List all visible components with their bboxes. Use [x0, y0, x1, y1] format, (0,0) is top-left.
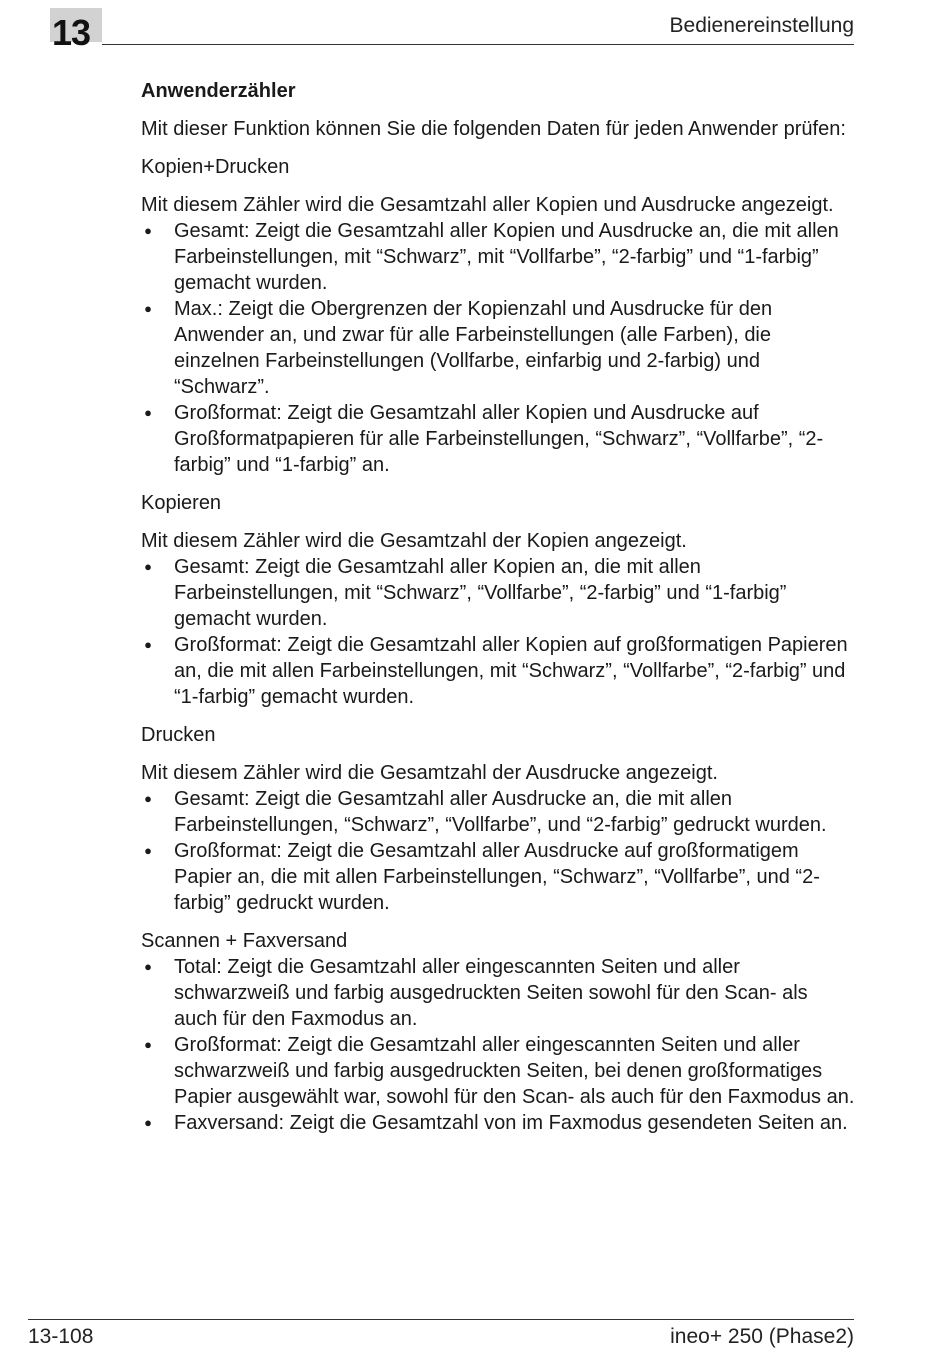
list-item-text: Großformat: Zeigt die Gesamtzahl aller Ausdrucke auf großformatigem Papier an, die mit allen Farbeinstellungen, “Schwarz”, “Vollfarbe”, und “2-farbig” gedruckt wurden. [174, 840, 820, 914]
bullet-icon: ● [144, 843, 152, 858]
bullet-icon: ● [144, 1115, 152, 1130]
list-item [141, 1110, 856, 1136]
list-item [141, 838, 856, 916]
list-item-text: Großformat: Zeigt die Gesamtzahl aller Kopien und Ausdrucke auf Großformatpapieren für alle Farbeinstellungen, “Schwarz”, “Vollfarbe”, “2-farbig” und “1-farbig” an. [174, 402, 824, 476]
list-item [141, 632, 856, 710]
section-intro: Mit dieser Funktion können Sie die folgenden Daten für jeden Anwender prüfen: [141, 118, 846, 140]
list-item [141, 400, 856, 478]
page-body [141, 78, 856, 1148]
running-header-title: Bedienereinstellung [669, 14, 854, 37]
bullet-icon: ● [144, 637, 152, 652]
subsection-heading-copy-print: Kopien+Drucken [141, 156, 290, 178]
chapter-number: 13 [52, 12, 91, 53]
bullet-list-print [141, 786, 856, 916]
bullet-icon: ● [144, 223, 152, 238]
bullet-icon: ● [144, 559, 152, 574]
list-item [141, 296, 856, 400]
bullet-icon: ● [144, 405, 152, 420]
bullet-icon: ● [144, 301, 152, 316]
product-name: ineo+ 250 (Phase2) [670, 1325, 854, 1348]
subsection-heading-copy: Kopieren [141, 492, 222, 514]
bullet-icon: ● [144, 959, 152, 974]
list-item-text: Großformat: Zeigt die Gesamtzahl aller eingescannten Seiten und aller schwarzweiß und farbig ausgedruckten Seiten, bei denen großformatiges Papier ausgewählt war, sowohl für den Scan- als auch für den Faxmodus an. [174, 1034, 855, 1108]
list-item-text: Gesamt: Zeigt die Gesamtzahl aller Ausdrucke an, die mit allen Farbeinstellungen, “Schwarz”, “Vollfarbe”, und “2-farbig” gedruckt wurden. [174, 788, 827, 836]
page-number: 13-108 [28, 1325, 94, 1348]
list-item-text: Total: Zeigt die Gesamtzahl aller eingescannten Seiten und aller schwarzweiß und farbig ausgedruckten Seiten sowohl für den Scan- als auch für den Faxmodus an. [174, 956, 808, 1030]
bullet-list-copy-print [141, 218, 856, 478]
list-item-text: Max.: Zeigt die Obergrenzen der Kopienzahl und Ausdrucke für den Anwender an, und zwar für alle Farbeinstellungen (alle Farben), die einzelnen Farbeinstellungen (Vollfarbe, einfarbig und 2-farbig) und “Schwarz”. [174, 298, 773, 398]
bullet-icon: ● [144, 791, 152, 806]
list-item-text: Faxversand: Zeigt die Gesamtzahl von im Faxmodus gesendeten Seiten an. [174, 1112, 848, 1134]
list-item-text: Gesamt: Zeigt die Gesamtzahl aller Kopien und Ausdrucke an, die mit allen Farbeinstellungen, mit “Schwarz”, mit “Vollfarbe”, “2-farbig” und “1-farbig” gemacht wurden. [174, 220, 839, 294]
bullet-icon: ● [144, 1037, 152, 1052]
bullet-list-copy [141, 554, 856, 710]
footer-divider [28, 1319, 854, 1320]
subsection-intro-copy: Mit diesem Zähler wird die Gesamtzahl der Kopien angezeigt. [141, 530, 687, 552]
header-divider [102, 44, 854, 45]
subsection-intro-copy-print: Mit diesem Zähler wird die Gesamtzahl aller Kopien und Ausdrucke angezeigt. [141, 194, 834, 216]
subsection-heading-scan-fax: Scannen + Faxversand [141, 930, 348, 952]
list-item [141, 954, 856, 1032]
subsection-intro-print: Mit diesem Zähler wird die Gesamtzahl der Ausdrucke angezeigt. [141, 762, 718, 784]
subsection-heading-print: Drucken [141, 724, 216, 746]
list-item-text: Großformat: Zeigt die Gesamtzahl aller Kopien auf großformatigen Papieren an, die mit allen Farbeinstellungen, mit “Schwarz”, “Vollfarbe”, “2-farbig” und “1-farbig” gemacht wurden. [174, 634, 848, 708]
bullet-list-scan-fax [141, 954, 856, 1136]
list-item [141, 1032, 856, 1110]
section-title: Anwenderzähler [141, 80, 296, 102]
list-item-text: Gesamt: Zeigt die Gesamtzahl aller Kopien an, die mit allen Farbeinstellungen, mit “Schwarz”, “Vollfarbe”, “2-farbig” und “1-farbig” gemacht wurden. [174, 556, 787, 630]
list-item [141, 218, 856, 296]
list-item [141, 786, 856, 838]
list-item [141, 554, 856, 632]
